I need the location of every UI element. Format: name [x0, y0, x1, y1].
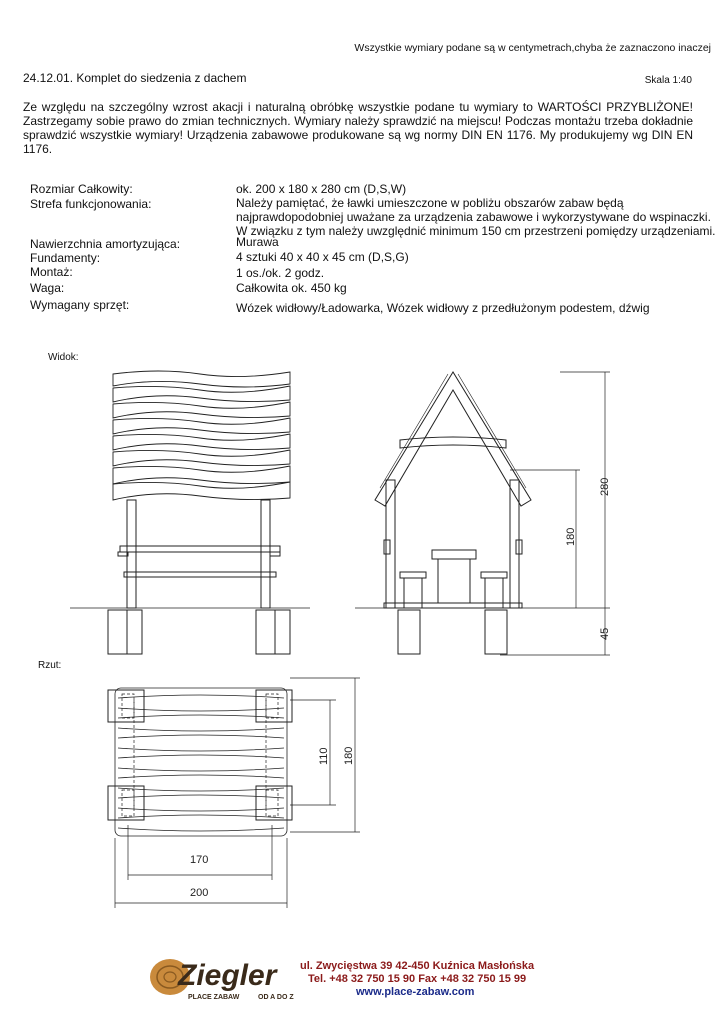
- zone-line: W związku z tym należy uwzględnić minimum 150 cm przestrzeni pomiędzy urządzeniami.: [236, 224, 716, 238]
- front-roof: [113, 371, 290, 500]
- dim-45: 45: [599, 627, 611, 640]
- zone-label: Strefa funkcjonowania:: [30, 197, 152, 211]
- plan-view: [108, 678, 360, 908]
- zone-line: Należy pamiętać, że ławki umieszczone w pobliżu obszarów zabaw będą: [236, 196, 624, 210]
- size-label: Rozmiar Całkowity:: [30, 182, 133, 196]
- zone-line: najprawdopodobniej uważane za urządzenia zabawowe i wykorzystywane do wspinaczki.: [236, 210, 711, 224]
- weight-value: Całkowita ok. 450 kg: [236, 281, 347, 295]
- technical-drawing: [0, 360, 725, 920]
- dim-170: 170: [190, 854, 209, 866]
- dim-180-plan: 180: [343, 746, 355, 765]
- logo-sub-right: OD A DO Z: [258, 994, 294, 1001]
- scale-label: Skala 1:40: [644, 75, 692, 86]
- surface-value: Murawa: [236, 235, 279, 249]
- view-label: Widok:: [48, 352, 79, 363]
- logo-text: Ziegler: [178, 959, 277, 992]
- plan-label: Rzut:: [38, 660, 62, 671]
- disclaimer-line: Ze względu na szczególny wzrost akacji i naturalną obróbkę wszystkie podane tu wymiary to WARTOŚCI PRZYBLIŻONE!: [23, 100, 693, 114]
- dimension-note: Wszystkie wymiary podane są w centymetrach,chyba że zaznaczono inaczej: [354, 42, 711, 54]
- footer-phone: Tel. +48 32 750 15 90 Fax +48 32 750 15 99: [308, 973, 527, 985]
- front-view: [70, 371, 310, 654]
- dim-110: 110: [318, 747, 330, 765]
- disclaimer-line: Zastrzegamy sobie prawo do zmian technicznych. Wymiary należy sprawdzić na miejscu! Podczas montażu trzeba dokładnie: [23, 114, 693, 128]
- ziegler-logo: [148, 955, 298, 1005]
- disclaimer-line: sprawdzić wszystkie wymiary! Urządzenia zabawowe produkowane są wg normy DIN EN 1176. My produkujemy wg DIN EN 1176.: [23, 128, 693, 156]
- side-view: [355, 372, 611, 655]
- equipment-label: Wymagany sprzęt:: [30, 298, 130, 312]
- logo-sub-left: PLACE ZABAW: [188, 994, 240, 1001]
- foundation-value: 4 sztuki 40 x 40 x 45 cm (D,S,G): [236, 250, 409, 264]
- dim-200: 200: [190, 887, 209, 899]
- surface-label: Nawierzchnia amortyzująca:: [30, 237, 181, 251]
- dim-280: 280: [599, 477, 611, 496]
- product-title: 24.12.01. Komplet do siedzenia z dachem: [23, 71, 247, 85]
- footer-address: ul. Zwycięstwa 39 42-450 Kuźnica Masłońska: [300, 960, 535, 972]
- assembly-label: Montaż:: [30, 265, 73, 279]
- disclaimer: [23, 100, 693, 156]
- equipment-value: Wózek widłowy/Ładowarka, Wózek widłowy z przedłużonym podestem, dźwig: [236, 301, 650, 315]
- dim-180-side: 180: [565, 527, 577, 546]
- foundation-label: Fundamenty:: [30, 251, 101, 265]
- assembly-value: 1 os./ok. 2 godz.: [236, 266, 325, 280]
- footer-url[interactable]: www.place-zabaw.com: [356, 986, 475, 998]
- weight-label: Waga:: [30, 281, 65, 295]
- size-value: ok. 200 x 180 x 280 cm (D,S,W): [236, 182, 407, 196]
